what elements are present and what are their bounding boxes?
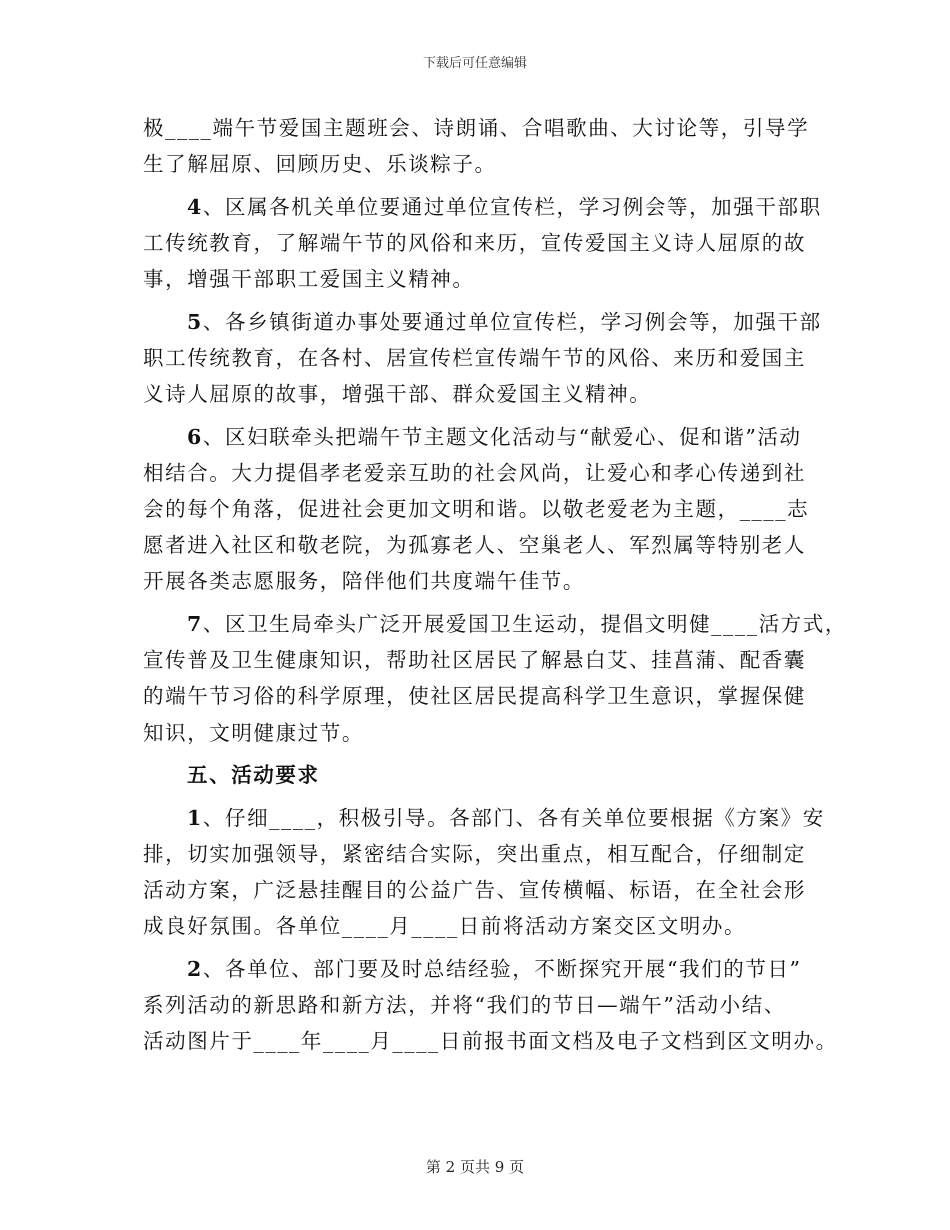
- paragraph-line: 生了解屈原、回顾历史、乐谈粽子。: [143, 152, 497, 177]
- paragraph-line: 知识，文明健康过节。: [143, 720, 364, 745]
- item-number: 7: [187, 612, 203, 636]
- paragraph-line: [143, 189, 843, 225]
- paragraph-line: 义诗人屈原的故事，增强干部、群众爱国主义精神。: [143, 382, 652, 407]
- paragraph-line: 活动方案，广泛悬挂醒目的公益广告、宣传横幅、标语，在全社会形: [143, 878, 806, 903]
- item-text: 、区卫生局牵头广泛开展爱国卫生运动，提倡文明健____活方式，: [202, 612, 847, 636]
- paragraph-line: 的端午节习俗的科学原理，使社区居民提高科学卫生意识，掌握保健: [143, 684, 806, 709]
- item-number: 1: [187, 805, 203, 830]
- item-text: 、仔细____，积极引导。各部门、各有关单位要根据《方案》安: [202, 805, 825, 830]
- item-number: 5: [187, 309, 203, 334]
- document-body: [143, 110, 847, 1059]
- paragraph-line: [143, 419, 843, 455]
- paragraph-line: 极____端午节爱国主题班会、诗朗诵、合唱歌曲、大讨论等，引导学: [143, 116, 810, 140]
- paragraph-line: 事，增强干部职工爱国主义精神。: [143, 267, 475, 292]
- paragraph-line: 工传统教育，了解端午节的风俗和来历，宣传爱国主义诗人屈原的故: [143, 230, 806, 255]
- paragraph-line: 成良好氛围。各单位____月____日前将活动方案交区文明办。: [143, 914, 747, 939]
- paragraph-line: [143, 304, 843, 340]
- page-footer: 第 2 页共 9 页: [425, 1158, 525, 1176]
- paragraph-line: 愿者进入社区和敬老院，为孤寡老人、空巢老人、军烈属等特别老人: [143, 533, 806, 558]
- paragraph-line: 活动图片于____年____月____日前报书面文档及电子文档到区文明办。: [143, 1029, 838, 1054]
- item-text: 、各单位、部门要及时总结经验，不断探究开展“我们的节日”: [202, 956, 802, 981]
- paragraph-line: 开展各类志愿服务，陪伴他们共度端午佳节。: [143, 569, 585, 594]
- paragraph-line: 系列活动的新思路和新方法，并将“我们的节日—端午”活动小结、: [143, 993, 786, 1018]
- item-number: 2: [187, 956, 203, 981]
- item-number: 6: [187, 424, 203, 449]
- paragraph-line: [143, 606, 847, 642]
- paragraph-line: 相结合。大力提倡孝老爱亲互助的社会风尚，让爱心和孝心传递到社: [143, 460, 806, 485]
- item-text: 、各乡镇街道办事处要通过单位宣传栏，学习例会等，加强干部: [202, 309, 822, 334]
- paragraph-line: 会的每个角落，促进社会更加文明和谐。以敬老爱老为主题，____志: [143, 497, 810, 522]
- paragraph-line: 排，切实加强领导，紧密结合实际，突出重点，相互配合，仔细制定: [143, 841, 806, 866]
- item-text: 、区属各机关单位要通过单位宣传栏，学习例会等，加强干部职: [202, 194, 822, 219]
- paragraph-line: 职工传统教育，在各村、居宣传栏宣传端午节的风俗、来历和爱国主: [143, 345, 806, 370]
- paragraph-line: [143, 800, 843, 836]
- paragraph-line: [143, 951, 843, 987]
- page-header: 下载后可任意编辑: [422, 56, 527, 71]
- item-text: 、区妇联牵头把端午节主题文化活动与“献爱心、促和谐”活动: [202, 424, 802, 449]
- section-heading: 五、活动要求: [187, 763, 320, 788]
- item-number: 4: [187, 194, 203, 219]
- paragraph-line: 宣传普及卫生健康知识，帮助社区居民了解悬白艾、挂菖蒲、配香囊: [143, 648, 806, 673]
